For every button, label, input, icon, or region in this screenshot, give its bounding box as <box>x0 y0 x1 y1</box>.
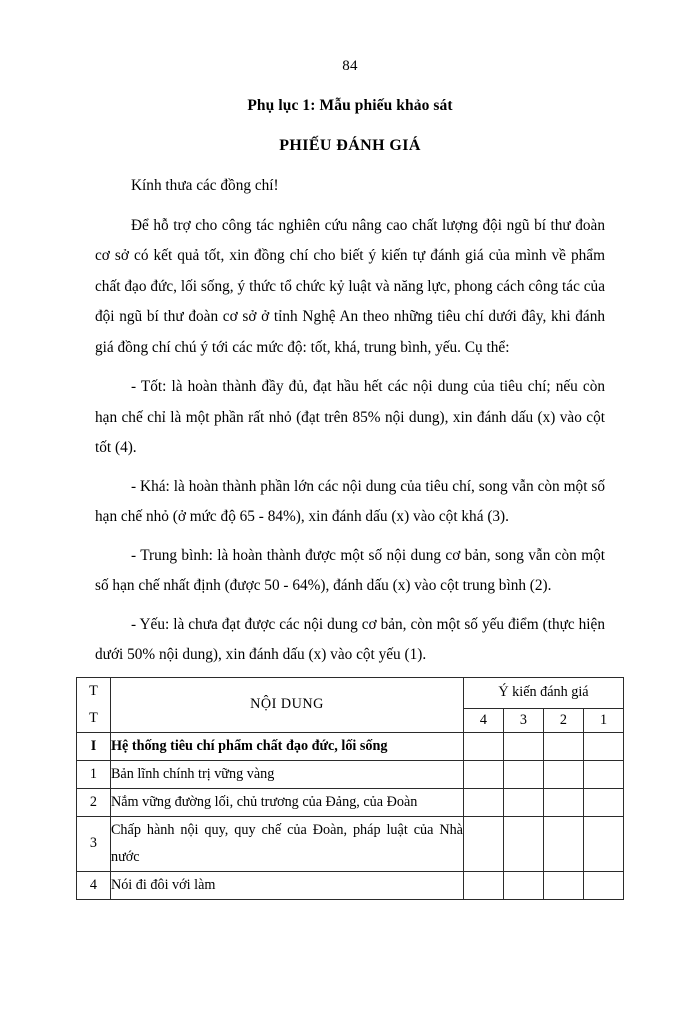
row-score-2[interactable] <box>543 816 583 871</box>
criterion-paragraph-kha: - Khá: là hoàn thành phần lớn các nội dung của tiêu chí, song vẫn còn một số hạn chế nhỏ (ở mức độ 65 - 84%), xin đánh dấu (x) vào cột khá (3). <box>95 477 605 525</box>
row-tt: 3 <box>76 816 110 871</box>
criterion-paragraph-trungbinh: - Trung bình: là hoàn thành được một số nội dung cơ bản, song vẫn còn một số hạn chế nhất định (được 50 - 64%), đánh dấu (x) vào cột trung bình (2). <box>95 546 605 594</box>
row-tt: 2 <box>76 788 110 816</box>
criterion-paragraph-yeu: - Yếu: là chưa đạt được các nội dung cơ bản, còn một số yếu điểm (thực hiện dưới 50% nội dung), xin đánh dấu (x) vào cột yếu (1). <box>95 615 605 663</box>
header-content: NỘI DUNG <box>110 677 463 732</box>
row-score-3[interactable] <box>503 788 543 816</box>
row-score-2[interactable] <box>543 788 583 816</box>
title-block <box>0 97 700 155</box>
row-tt: 1 <box>76 760 110 788</box>
greeting-paragraph: Kính thưa các đồng chí! <box>131 177 279 194</box>
table-row <box>76 732 623 760</box>
row-content: Bản lĩnh chính trị vững vàng <box>110 760 463 788</box>
row-score-4[interactable] <box>463 760 503 788</box>
row-score-3[interactable] <box>503 760 543 788</box>
table-header <box>76 677 623 732</box>
header-tt-line1: T <box>89 682 98 699</box>
appendix-title: Phụ lục 1: Mẫu phiếu khảo sát <box>247 97 453 114</box>
body-text <box>95 171 605 671</box>
row-content: Hệ thống tiêu chí phẩm chất đạo đức, lối sống <box>110 732 463 760</box>
header-opinion: Ý kiến đánh giá <box>463 677 623 708</box>
row-score-3[interactable] <box>503 732 543 760</box>
row-tt: 4 <box>76 871 110 899</box>
row-tt: I <box>76 732 110 760</box>
table-row <box>76 871 623 899</box>
row-score-1[interactable] <box>583 732 623 760</box>
row-score-2[interactable] <box>543 871 583 899</box>
header-score-2: 2 <box>543 708 583 732</box>
document-page <box>0 58 700 1018</box>
row-score-3[interactable] <box>503 871 543 899</box>
row-score-1[interactable] <box>583 788 623 816</box>
row-score-4[interactable] <box>463 871 503 899</box>
table-body <box>76 732 623 899</box>
header-tt <box>76 677 110 732</box>
row-content: Nói đi đôi với làm <box>110 871 463 899</box>
page-number: 84 <box>342 58 358 74</box>
document-title: PHIẾU ĐÁNH GIÁ <box>279 137 421 154</box>
row-score-2[interactable] <box>543 732 583 760</box>
row-content: Chấp hành nội quy, quy chế của Đoàn, pháp luật của Nhà nước <box>110 816 463 871</box>
header-score-3: 3 <box>503 708 543 732</box>
header-score-1: 1 <box>583 708 623 732</box>
row-score-4[interactable] <box>463 732 503 760</box>
row-score-1[interactable] <box>583 816 623 871</box>
row-content: Nắm vững đường lối, chủ trương của Đảng, của Đoàn <box>110 788 463 816</box>
table-header-row-1 <box>76 677 623 708</box>
row-score-4[interactable] <box>463 788 503 816</box>
header-tt-line2: T <box>89 709 98 726</box>
row-score-1[interactable] <box>583 871 623 899</box>
table-row <box>76 788 623 816</box>
intro-paragraph: Để hỗ trợ cho công tác nghiên cứu nâng cao chất lượng đội ngũ bí thư đoàn cơ sở có kết quả tốt, xin đồng chí cho biết ý kiến tự đánh giá của mình về phẩm chất đạo đức, lối sống, ý thức tổ chức kỷ luật và năng lực, phong cách công tác của đội ngũ bí thư đoàn cơ sở ở tỉnh Nghệ An theo những tiêu chí dưới đây, khi đánh giá đồng chí chú ý tới các mức độ: tốt, khá, trung bình, yếu. Cụ thể: <box>95 216 605 356</box>
row-score-2[interactable] <box>543 760 583 788</box>
table-row <box>76 760 623 788</box>
header-score-4: 4 <box>463 708 503 732</box>
row-score-3[interactable] <box>503 816 543 871</box>
survey-table <box>76 677 624 900</box>
table-row <box>76 816 623 871</box>
row-score-1[interactable] <box>583 760 623 788</box>
criterion-paragraph-tot: - Tốt: là hoàn thành đầy đủ, đạt hầu hết các nội dung của tiêu chí; nếu còn hạn chế chỉ là một phần rất nhỏ (đạt trên 85% nội dung), xin đánh dấu (x) vào cột tốt (4). <box>95 378 605 456</box>
row-score-4[interactable] <box>463 816 503 871</box>
